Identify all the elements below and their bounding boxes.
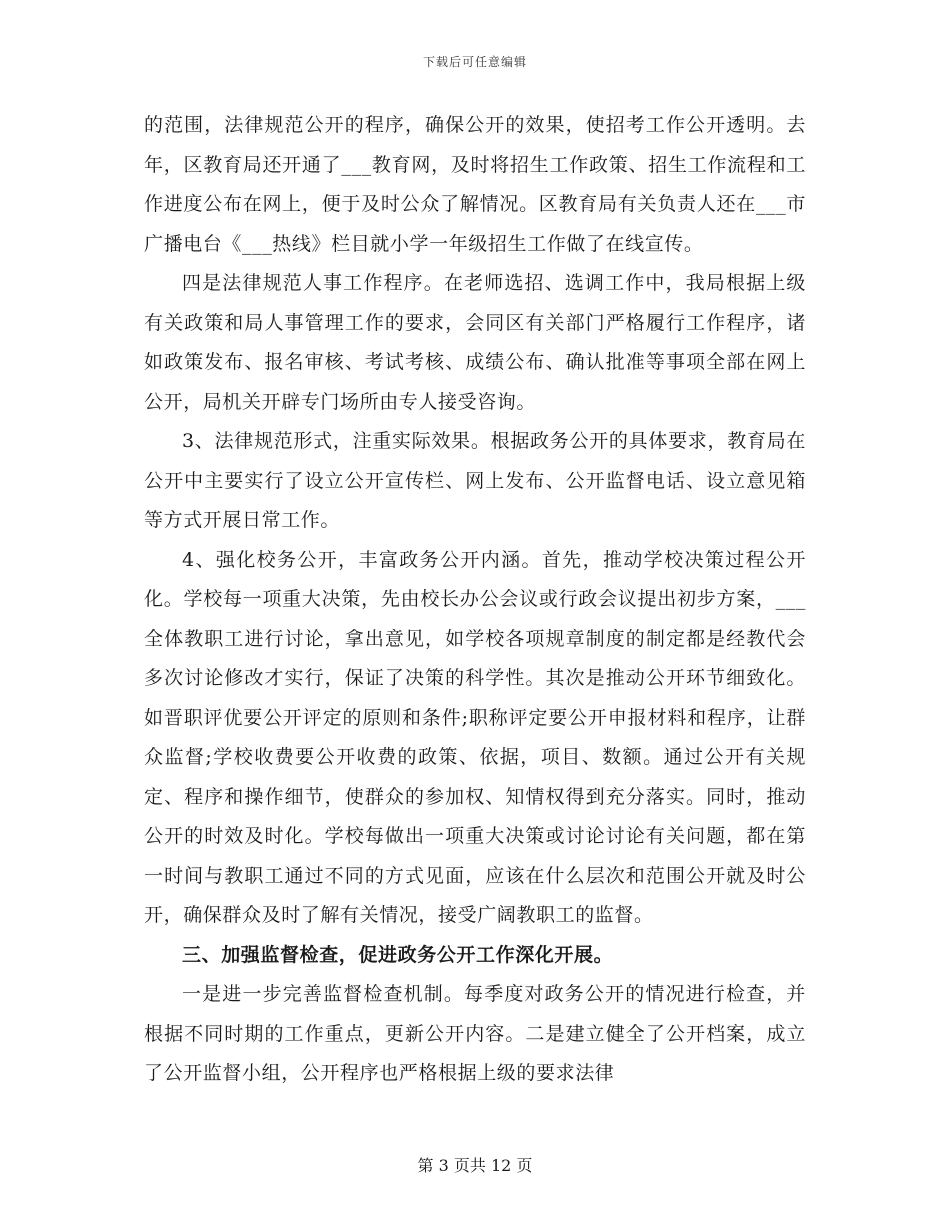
paragraph-3: 3、法律规范形式，注重实际效果。根据政务公开的具体要求，教育局在公开中主要实行了设立公开宣传栏、网上发布、公开监督电话、设立意见箱等方式开展日常工作。 <box>144 430 806 531</box>
page-footer-number: 第 3 页共 12 页 <box>417 1156 533 1175</box>
paragraph-4: 4、强化校务公开，丰富政务公开内涵。首先，推动学校决策过程公开化。学校每一项重大决策，先由校长办公会议或行政会议提出初步方案，___全体教职工进行讨论，拿出意见，如学校各项规章制度的制定都是经教代会多次讨论修改才实行，保证了决策的科学性。其次是推动公开环节细致化。如晋职评优要公开评定的原则和条件;职称评定要公开申报材料和程序，让群众监督;学校收费要公开收费的政策、依据，项目、数额。通过公开有关规定、程序和操作细节，使群众的参加权、知情权得到充分落实。同时，推动公开的时效及时化。学校每做出一项重大决策或讨论讨论有关问题，都在第一时间与教职工通过不同的方式见面，应该在什么层次和范围公开就及时公开，确保群众及时了解有关情况，接受广阔教职工的监督。 <box>144 548 806 926</box>
page-header-note: 下载后可任意编辑 <box>422 55 527 69</box>
section-heading: 三、加强监督检查，促进政务公开工作深化开展。 <box>182 943 614 966</box>
paragraph-6: 一是进一步完善监督检查机制。每季度对政务公开的情况进行检查，并根据不同时期的工作重点，更新公开内容。二是建立健全了公开档案，成立了公开监督小组，公开程序也严格根据上级的要求法律 <box>144 983 806 1084</box>
paragraph-2: 四是法律规范人事工作程序。在老师选招、选调工作中，我局根据上级有关政策和局人事管理工作的要求，会同区有关部门严格履行工作程序，诸如政策发布、报名审核、考试考核、成绩公布、确认批准等事项全部在网上公开，局机关开辟专门场所由专人接受咨询。 <box>144 272 806 413</box>
document-body <box>144 106 806 1094</box>
paragraph-1: 的范围，法律规范公开的程序，确保公开的效果，使招考工作公开透明。去年，区教育局还开通了___教育网，及时将招生工作政策、招生工作流程和工作进度公布在网上，便于及时公众了解情况。区教育局有关负责人还在___市广播电台《___热线》栏目就小学一年级招生工作做了在线宣传。 <box>144 114 806 255</box>
